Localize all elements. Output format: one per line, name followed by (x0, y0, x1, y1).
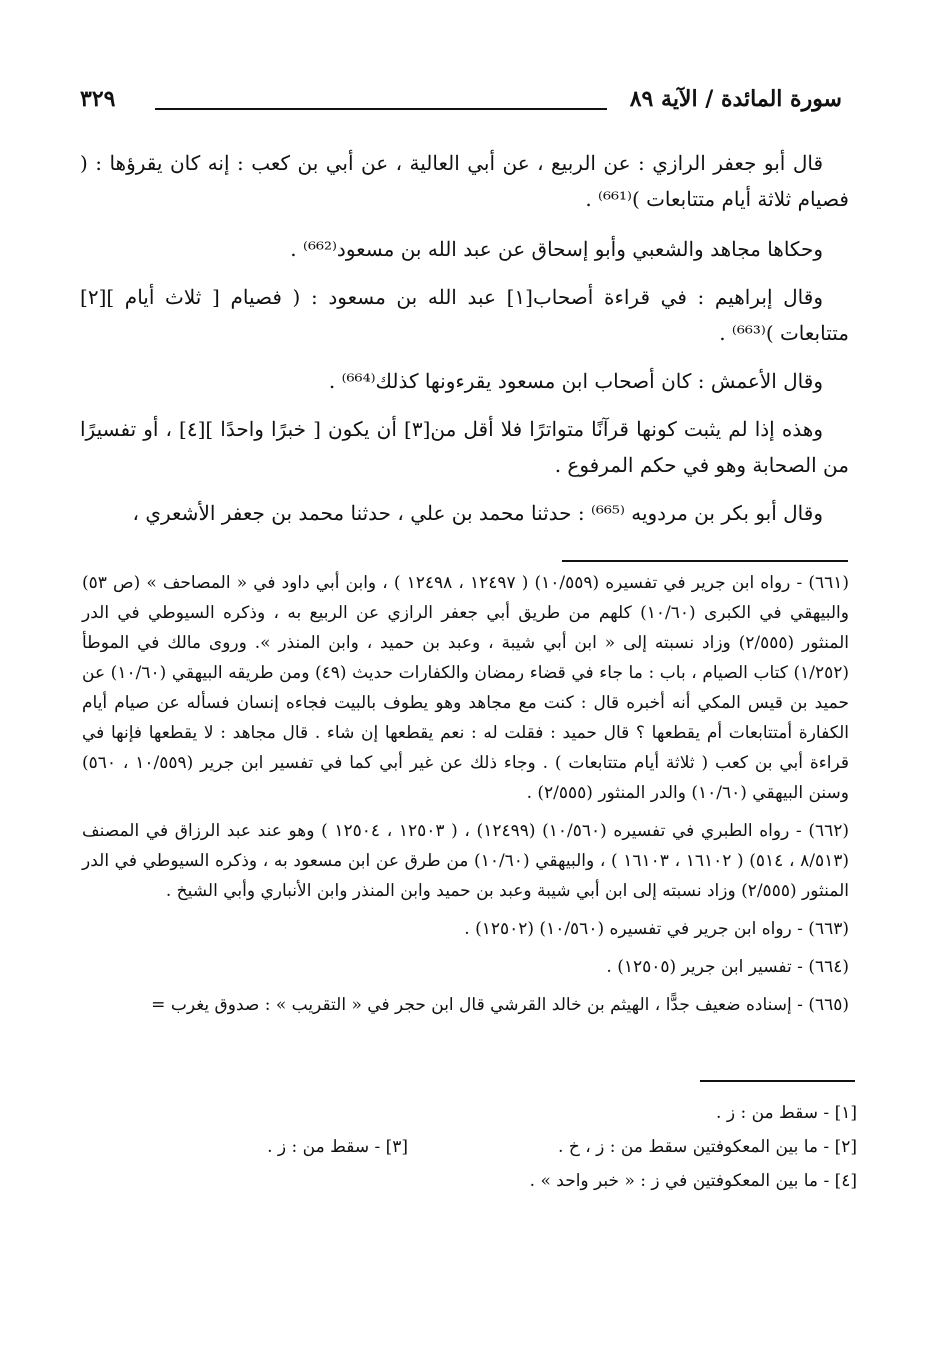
main-text (80, 145, 849, 543)
header-rule (155, 108, 607, 110)
surah-title: سورة المائدة / الآية ٨٩ (629, 86, 842, 112)
paragraph (80, 145, 849, 217)
paragraph-text: وقال أبو بكر بن مردويه ⁽⁶⁶⁵⁾ : حدثنا محمد بن علي ، حدثنا محمد بن جعفر الأشعري ، (132, 501, 823, 525)
critical-note: [٣] - سقط من : ز . (267, 1137, 409, 1157)
footnotes (82, 568, 849, 1028)
critical-note-line (82, 1164, 857, 1198)
paragraph (80, 363, 849, 399)
critical-note: [١] - سقط من : ز . (716, 1103, 857, 1123)
footnote-separator (562, 560, 848, 562)
critical-notes (82, 1096, 857, 1198)
critical-notes-separator (700, 1080, 855, 1082)
paragraph (80, 231, 849, 267)
paragraph-text: وهذه إذا لم يثبت كونها قرآنًا متواترًا فلا أقل من[٣] أن يكون [ خبرًا واحدًا ][٤] ، أو تفسيرًا من الصحابة وهو في حكم المرفوع . (80, 417, 849, 477)
critical-note: [٢] - ما بين المعكوفتين سقط من : ز ، خ . (558, 1137, 857, 1157)
footnote: (٦٦٥) - إسناده ضعيف جدًّا ، الهيثم بن خالد القرشي قال ابن حجر في « التقريب » : صدوق يغرب = (151, 995, 849, 1015)
critical-note: [٤] - ما بين المعكوفتين في ز : « خبر واحد » . (529, 1171, 857, 1191)
paragraph-text: قال أبو جعفر الرازي : عن الربيع ، عن أبي العالية ، عن أبي بن كعب : إنه كان يقرؤها : ( فصيام ثلاثة أيام متتابعات )⁽⁶⁶¹⁾ . (80, 151, 849, 211)
paragraph-text: وحكاها مجاهد والشعبي وأبو إسحاق عن عبد الله بن مسعود⁽⁶⁶²⁾ . (290, 237, 823, 261)
footnote: (٦٦٤) - تفسير ابن جرير (١٢٥٠٥) . (606, 957, 849, 977)
page-number: ٣٢٩ (80, 86, 116, 112)
critical-note-line (82, 1096, 857, 1130)
paragraph-text: وقال إبراهيم : في قراءة أصحاب[١] عبد الله بن مسعود : ( فصيام [ ثلاث أيام ][٢] متتابعات )⁽⁶⁶³⁾ . (80, 285, 849, 345)
critical-note-line (82, 1130, 857, 1164)
paragraph-text: وقال الأعمش : كان أصحاب ابن مسعود يقرءونها كذلك⁽⁶⁶⁴⁾ . (328, 369, 823, 393)
paragraph (80, 411, 849, 483)
paragraph (80, 495, 849, 531)
running-header (80, 86, 842, 120)
paragraph (80, 279, 849, 351)
footnote: (٦٦٣) - رواه ابن جرير في تفسيره (١٠/٥٦٠) (١٢٥٠٢) . (464, 919, 849, 939)
footnote: (٦٦١) - رواه ابن جرير في تفسيره (١٠/٥٥٩) ( ١٢٤٩٧ ، ١٢٤٩٨ ) ، وابن أبي داود في « المصاحف » (ص ٥٣) والبيهقي في الكبرى (١٠/٦٠) كلهم من طريق أبي جعفر الرازي عن الربيع به ، وذكره السيوطي في الدر المنثور (٢/٥٥٥) وزاد نسبته إلى « ابن أبي شيبة ، وعبد بن حميد ، وابن المنذر ». وروى مالك في الموطأ (١/٢٥٢) كتاب الصيام ، باب : ما جاء في قضاء رمضان والكفارات حديث (٤٩) ومن طريقه البيهقي (١٠/٦٠) عن حميد بن قيس المكي أنه أخبره قال : كنت مع مجاهد وهو يطوف بالبيت فجاءه إنسان فسأله عن صيام أيام الكفارة أمتتابعات أم يقطعها ؟ قال حميد : فقلت له : نعم يقطعها إن شاء . قال مجاهد : لا يقطعها فإنها في قراءة أبي بن كعب ( ثلاثة أيام متتابعات ) . وجاء ذلك عن غير أبي كما في تفسير ابن جرير (١٠/٥٥٩ ، ٥٦٠) وسنن البيهقي (١٠/٦٠) والدر المنثور (٢/٥٥٥) . (82, 573, 850, 803)
footnote: (٦٦٢) - رواه الطبري في تفسيره (١٠/٥٦٠) (١٢٤٩٩) ، ( ١٢٥٠٣ ، ١٢٥٠٤ ) وهو عند عبد الرزاق في المصنف (٨/٥١٣ ، ٥١٤) ( ١٦١٠٢ ، ١٦١٠٣ ) ، والبيهقي (١٠/٦٠) من طرق عن ابن مسعود به ، وذكره السيوطي في الدر المنثور (٢/٥٥٥) وزاد نسبته إلى ابن أبي شيبة وعبد بن حميد وابن المنذر وابن الأنباري وأبي الشيخ . (82, 821, 850, 901)
